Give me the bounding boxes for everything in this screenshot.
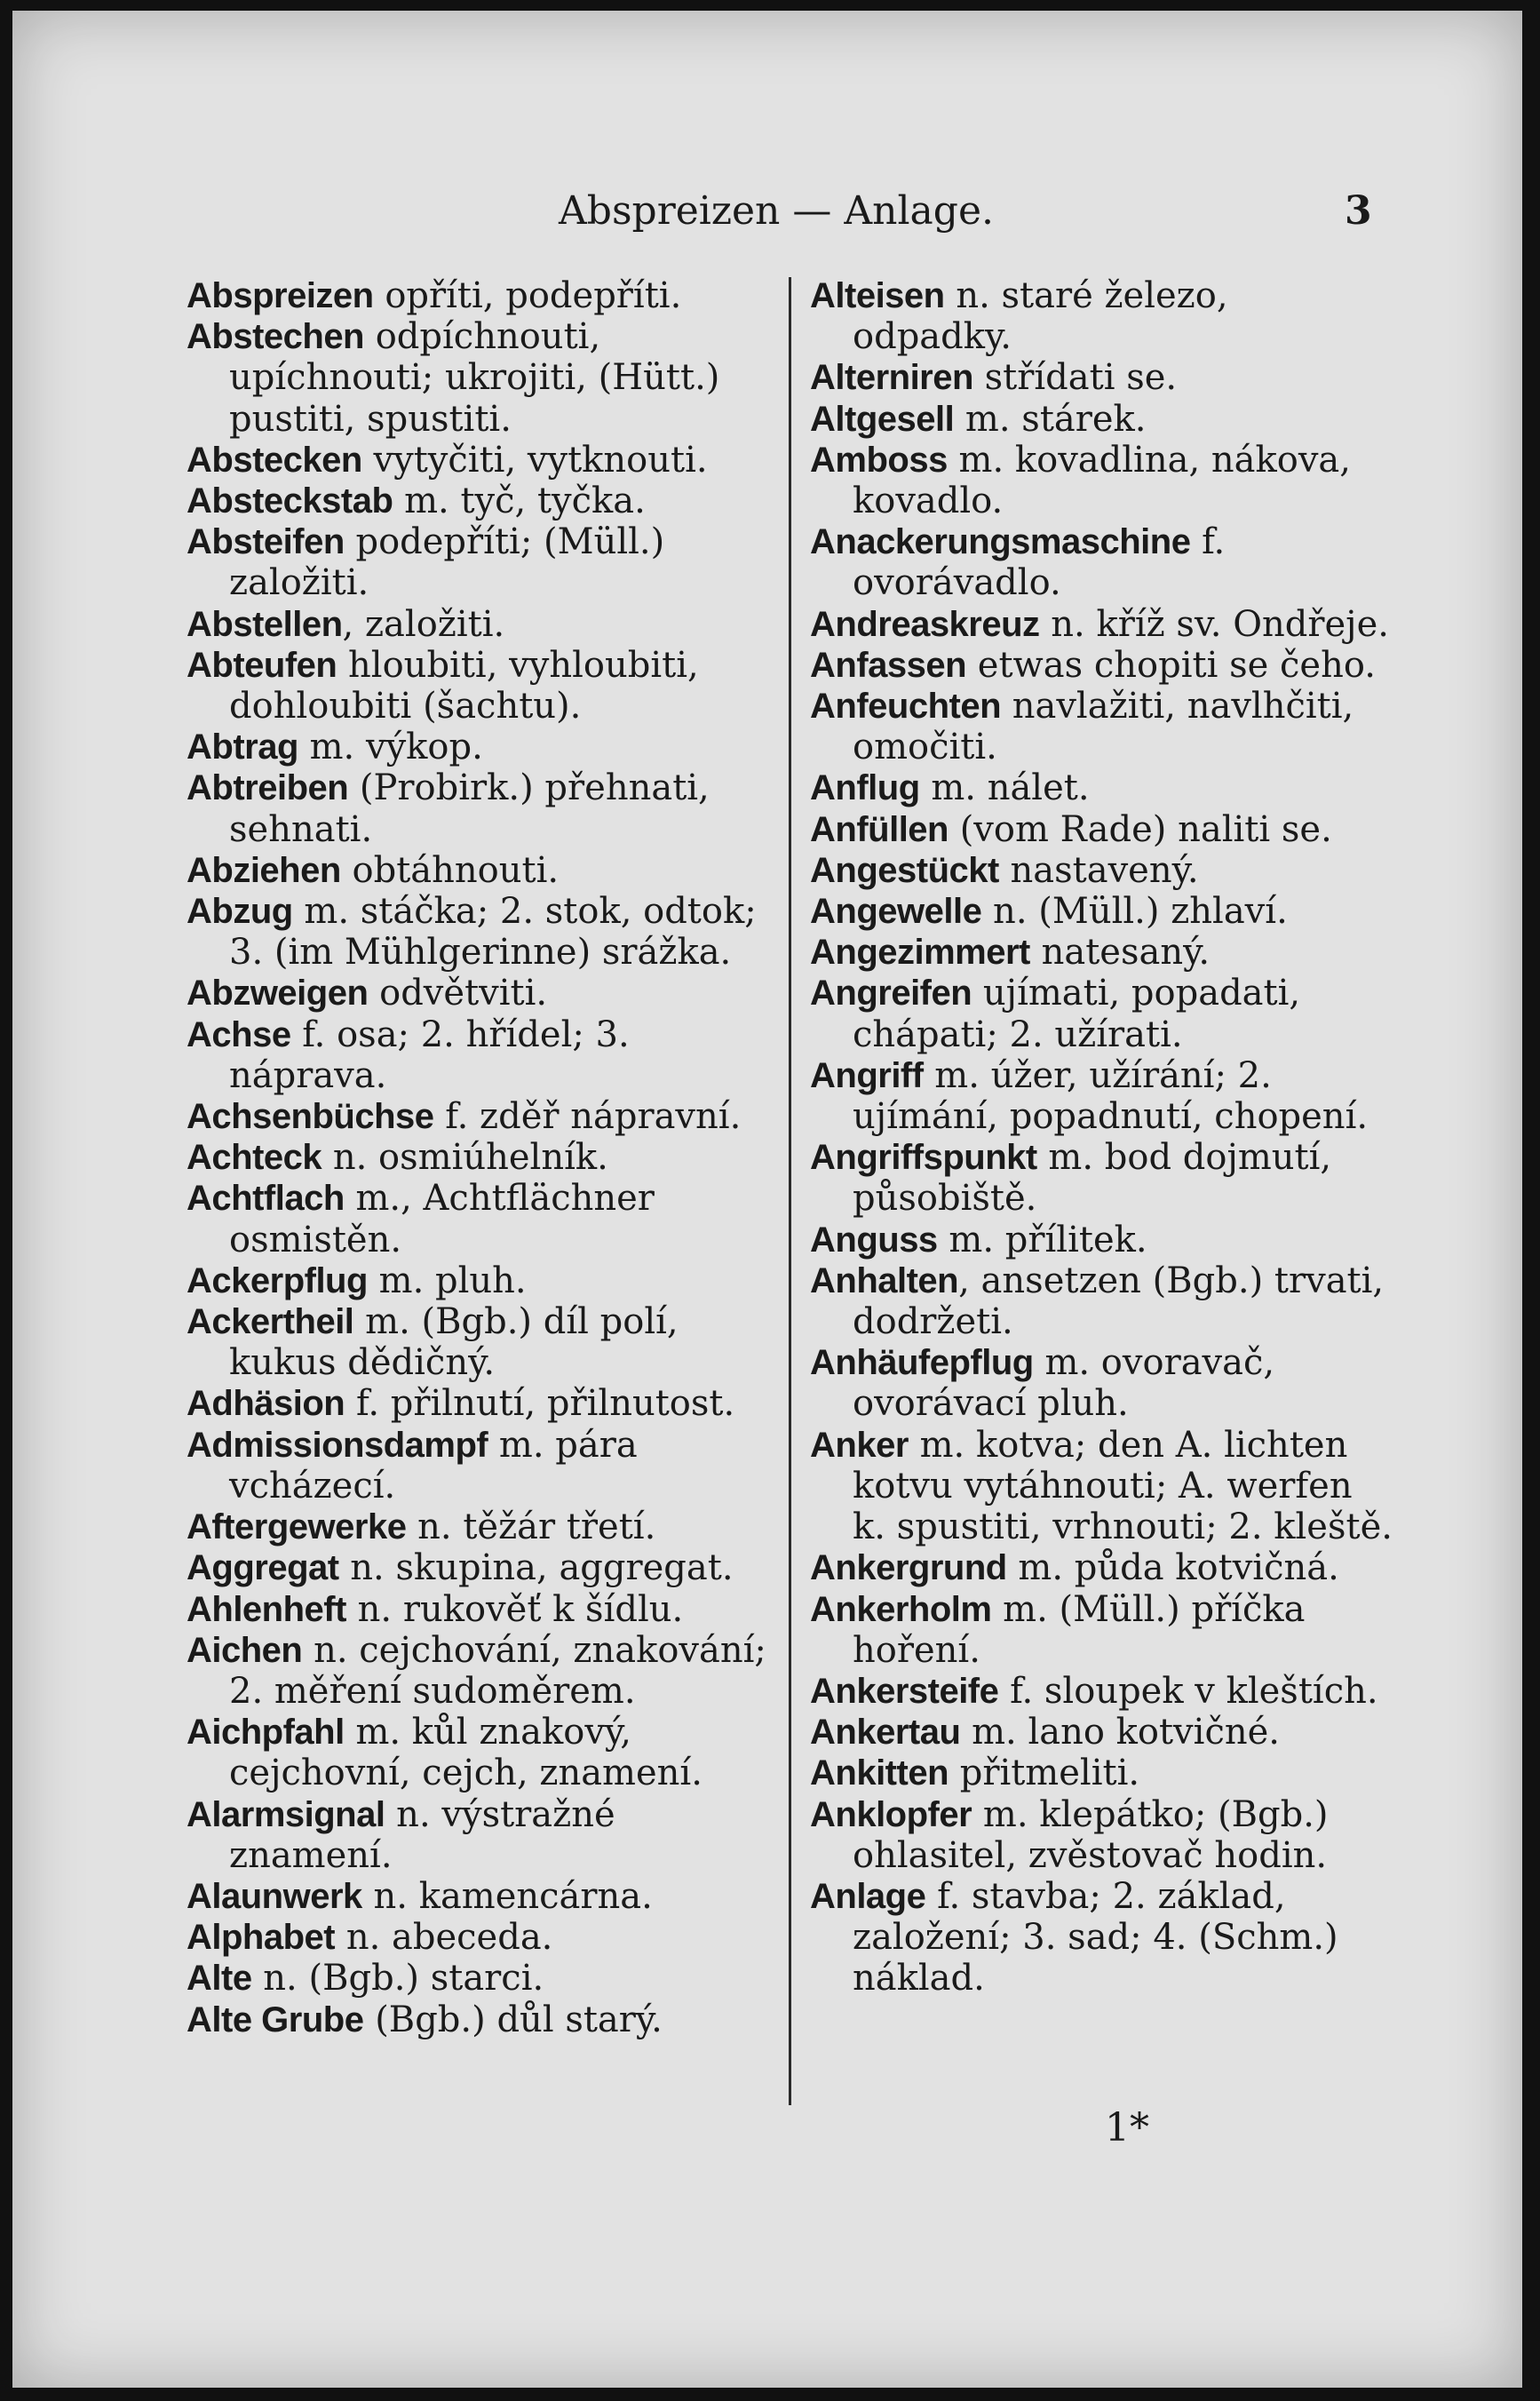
- entry-headword: Achtflach: [187, 1179, 345, 1219]
- entry-definition: etwas chopiti se čeho.: [966, 644, 1376, 686]
- entry-headword: Abzug: [187, 892, 293, 932]
- entry-headword: Ankitten: [810, 1753, 949, 1793]
- entry-definition: m. úžer, užírání; 2. ujímání, popadnutí, chopení.: [853, 1054, 1369, 1138]
- dictionary-entry: [187, 440, 773, 481]
- entry-headword: Abspreizen: [187, 276, 374, 315]
- entry-headword: Ahlenheft: [187, 1589, 346, 1629]
- entry-headword: Abzweigen: [187, 974, 369, 1014]
- dictionary-entry: [187, 275, 773, 316]
- entry-headword: Adhäsion: [187, 1384, 345, 1424]
- dictionary-entry: [187, 1425, 773, 1507]
- dictionary-page: [12, 11, 1522, 2388]
- dictionary-entry: [187, 604, 773, 645]
- entry-headword: Alterniren: [810, 358, 973, 398]
- entry-definition: odpíchnouti, upíchnouti; ukrojiti, (Hütt.) pustiti, spustiti.: [229, 316, 720, 440]
- entry-definition: n. výstražné znamení.: [229, 1793, 615, 1876]
- dictionary-entry: [810, 1260, 1396, 1342]
- entry-headword: Achteck: [187, 1138, 322, 1178]
- entry-definition: m. klepátko; (Bgb.) ohlasitel, zvěstovač hodin.: [853, 1793, 1329, 1876]
- dictionary-entry: [187, 1507, 773, 1547]
- entry-definition: m. kovadlina, nákova, kovadlo.: [853, 439, 1351, 522]
- entry-definition: (Bgb.) důl starý.: [363, 1999, 663, 2040]
- dictionary-entry: [810, 1425, 1396, 1548]
- dictionary-entry: [810, 645, 1396, 686]
- running-header: [12, 188, 1522, 242]
- entry-definition: m., Achtflächner osmistěn.: [229, 1178, 655, 1260]
- entry-headword: Abtreiben: [187, 768, 349, 808]
- entry-definition: m. přílitek.: [937, 1219, 1147, 1260]
- entry-headword: Altgesell: [810, 399, 955, 439]
- entry-definition: m. lano kotvičné.: [960, 1712, 1280, 1753]
- entry-definition: podepříti; (Müll.) založiti.: [229, 521, 665, 604]
- dictionary-entry: [810, 1055, 1396, 1137]
- right-column: [810, 275, 1396, 2000]
- dictionary-entry: [187, 1260, 773, 1301]
- entry-definition: hloubiti, vyhloubiti, dohloubiti (šachtu).: [229, 644, 699, 727]
- entry-definition: n. skupina, aggregat.: [338, 1547, 734, 1589]
- entry-definition: m. (Bgb.) díl polí, kukus dědičný.: [229, 1301, 679, 1384]
- entry-headword: Anfeuchten: [810, 687, 1001, 727]
- dictionary-entry: [810, 850, 1396, 891]
- dictionary-entry: [187, 850, 773, 891]
- entry-headword: Aichpfahl: [187, 1713, 345, 1753]
- dictionary-entry: [187, 1958, 773, 1999]
- dictionary-entry: [810, 1220, 1396, 1260]
- entry-definition: n. cejchování, znakování; 2. měření sudoměrem.: [229, 1629, 766, 1712]
- dictionary-entry: [187, 1137, 773, 1178]
- column-divider: [789, 277, 791, 2105]
- entry-headword: Aggregat: [187, 1548, 339, 1588]
- entry-headword: Admissionsdampf: [187, 1425, 488, 1465]
- entry-definition: obtáhnouti.: [340, 849, 560, 891]
- entry-definition: n. abeceda.: [335, 1917, 553, 1959]
- entry-headword: Anguss: [810, 1220, 938, 1260]
- entry-headword: Ackertheil: [187, 1302, 354, 1342]
- entry-headword: Abteufen: [187, 645, 337, 685]
- entry-headword: Ankertau: [810, 1713, 961, 1753]
- entry-definition: n. rukověť k šídlu.: [345, 1588, 684, 1630]
- dictionary-entry: [187, 645, 773, 727]
- entry-headword: Anhäufepflug: [810, 1343, 1034, 1383]
- entry-headword: Ankergrund: [810, 1548, 1007, 1588]
- entry-headword: Abtrag: [187, 727, 298, 767]
- entry-headword: Alteisen: [810, 276, 945, 315]
- entry-definition: f. osa; 2. hřídel; 3. náprava.: [229, 1014, 630, 1096]
- entry-headword: Achsenbüchse: [187, 1097, 434, 1137]
- entry-headword: Angestückt: [810, 850, 999, 890]
- dictionary-entry: [810, 767, 1396, 808]
- entry-definition: m. pluh.: [367, 1260, 527, 1301]
- entry-definition: m. kůl znakový, cejchovní, cejch, znamení.: [229, 1712, 703, 1794]
- entry-definition: m. pára vcházecí.: [229, 1424, 638, 1507]
- entry-definition: m. půda kotvičná.: [1006, 1547, 1339, 1589]
- entry-definition: ujímati, popadati, chápati; 2. užírati.: [853, 973, 1301, 1055]
- entry-definition: opříti, podepříti.: [373, 275, 682, 316]
- entry-definition: natesaný.: [1029, 932, 1211, 974]
- dictionary-entry: [187, 2000, 773, 2040]
- entry-headword: Alte Grube: [187, 2000, 364, 2039]
- dictionary-entry: [187, 1547, 773, 1588]
- dictionary-entry: [810, 1794, 1396, 1876]
- header-title: Abspreizen — Anlage.: [559, 188, 994, 234]
- dictionary-entry: [810, 686, 1396, 767]
- dictionary-entry: [810, 357, 1396, 398]
- entry-definition: m. stárek.: [954, 398, 1147, 440]
- entry-headword: Anfassen: [810, 645, 967, 685]
- dictionary-entry: [810, 891, 1396, 932]
- entry-definition: n. kříž sv. Ondřeje.: [1039, 603, 1389, 645]
- entry-headword: Angriff: [810, 1055, 924, 1095]
- dictionary-entry: [187, 891, 773, 973]
- entry-headword: Absteifen: [187, 522, 345, 562]
- entry-headword: Aichen: [187, 1630, 303, 1670]
- dictionary-entry: [187, 521, 773, 603]
- entry-headword: Ankersteife: [810, 1671, 999, 1711]
- entry-definition: m. bod dojmutí, působiště.: [853, 1137, 1332, 1220]
- dictionary-entry: [810, 1876, 1396, 2000]
- dictionary-entry: [810, 275, 1396, 357]
- entry-headword: Amboss: [810, 440, 948, 480]
- entry-headword: Anlage: [810, 1876, 926, 1916]
- dictionary-entry: [187, 1917, 773, 1958]
- entry-headword: Angewelle: [810, 892, 982, 932]
- entry-definition: f. stavba; 2. základ, založení; 3. sad; 4. (Schm.) náklad.: [853, 1875, 1338, 2000]
- entry-definition: střídati se.: [972, 357, 1178, 399]
- dictionary-entry: [810, 1137, 1396, 1219]
- entry-definition: n. kamencárna.: [361, 1875, 653, 1917]
- entry-definition: f. ovorávadlo.: [853, 521, 1226, 604]
- dictionary-entry: [810, 1547, 1396, 1588]
- entry-headword: Alaunwerk: [187, 1876, 362, 1916]
- entry-definition: nastavený.: [998, 849, 1199, 891]
- entry-headword: Achse: [187, 1014, 291, 1054]
- entry-definition: odvětviti.: [368, 973, 548, 1014]
- entry-headword: Ackerpflug: [187, 1260, 368, 1300]
- entry-definition: f. zděř nápravní.: [433, 1096, 742, 1138]
- entry-definition: m. (Müll.) příčka hoření.: [853, 1588, 1306, 1671]
- entry-headword: Aftergewerke: [187, 1507, 407, 1547]
- dictionary-entry: [810, 399, 1396, 440]
- dictionary-entry: [187, 1014, 773, 1096]
- entry-definition: navlažiti, navlhčiti, omočiti.: [853, 686, 1354, 768]
- dictionary-entry: [187, 1712, 773, 1793]
- entry-headword: Angezimmert: [810, 933, 1030, 973]
- dictionary-entry: [810, 809, 1396, 850]
- entry-headword: Angriffspunkt: [810, 1138, 1037, 1178]
- entry-definition: vytyčiti, vytknouti.: [361, 439, 708, 481]
- entry-headword: Anklopfer: [810, 1794, 972, 1834]
- dictionary-entry: [810, 1753, 1396, 1793]
- entry-headword: Absteckstab: [187, 481, 393, 521]
- entry-headword: Abziehen: [187, 850, 341, 890]
- entry-definition: , založiti.: [342, 603, 505, 645]
- entry-definition: m. výkop.: [298, 727, 483, 768]
- entry-definition: n. osmiúhelník.: [321, 1137, 608, 1179]
- dictionary-entry: [187, 1876, 773, 1917]
- entry-definition: m. ovoravač, ovorávací pluh.: [853, 1342, 1275, 1425]
- entry-headword: Ankerholm: [810, 1589, 992, 1629]
- entry-definition: přitmeliti.: [949, 1753, 1140, 1794]
- entry-headword: Anflug: [810, 768, 920, 808]
- dictionary-entry: [810, 440, 1396, 521]
- entry-headword: Anfüllen: [810, 809, 949, 849]
- dictionary-entry: [187, 1794, 773, 1876]
- entry-headword: Anackerungsmaschine: [810, 522, 1191, 562]
- entry-headword: Anker: [810, 1425, 909, 1465]
- dictionary-entry: [810, 604, 1396, 645]
- entry-definition: f. sloupek v kleštích.: [998, 1670, 1378, 1712]
- entry-headword: Alphabet: [187, 1918, 336, 1958]
- dictionary-entry: [187, 1630, 773, 1712]
- entry-headword: Alte: [187, 1959, 252, 1999]
- entry-definition: m. kotva; den A. lichten kotvu vytáhnouti; A. werfen k. spustiti, vrhnouti; 2. kleště.: [853, 1424, 1393, 1548]
- dictionary-entry: [187, 767, 773, 849]
- entry-headword: Alarmsignal: [187, 1794, 385, 1834]
- entry-headword: Abstecken: [187, 440, 362, 480]
- entry-definition: (vom Rade) naliti se.: [948, 808, 1332, 850]
- dictionary-entry: [810, 932, 1396, 973]
- entry-definition: n. (Müll.) zhlaví.: [981, 891, 1288, 933]
- entry-definition: f. přilnutí, přilnutost.: [345, 1383, 735, 1425]
- entry-headword: Andreaskreuz: [810, 604, 1040, 644]
- page-number: 3: [1345, 188, 1372, 234]
- entry-definition: (Probirk.) přehnati, sehnati.: [229, 767, 710, 850]
- dictionary-entry: [187, 1383, 773, 1424]
- dictionary-entry: [810, 521, 1396, 603]
- dictionary-entry: [810, 973, 1396, 1054]
- dictionary-entry: [810, 1342, 1396, 1424]
- dictionary-entry: [810, 1712, 1396, 1753]
- printer-signature: 1*: [1105, 2105, 1149, 2151]
- dictionary-entry: [187, 481, 773, 521]
- dictionary-entry: [187, 1589, 773, 1630]
- dictionary-entry: [187, 1096, 773, 1137]
- dictionary-entry: [810, 1589, 1396, 1671]
- entry-definition: m. tyč, tyčka.: [393, 481, 646, 522]
- dictionary-entry: [187, 1301, 773, 1383]
- dictionary-entry: [187, 316, 773, 440]
- entry-definition: m. nálet.: [919, 767, 1090, 809]
- dictionary-entry: [187, 1178, 773, 1260]
- entry-headword: Angreifen: [810, 974, 972, 1014]
- left-column: [187, 275, 773, 2040]
- dictionary-entry: [810, 1671, 1396, 1712]
- entry-definition: n. těžár třetí.: [406, 1507, 656, 1548]
- entry-definition: n. staré železo, odpadky.: [853, 275, 1228, 358]
- dictionary-entry: [187, 973, 773, 1014]
- entry-headword: Abstechen: [187, 317, 364, 357]
- dictionary-entry: [187, 727, 773, 767]
- entry-definition: n. (Bgb.) starci.: [251, 1958, 544, 2000]
- entry-definition: , ansetzen (Bgb.) trvati, dodržeti.: [853, 1260, 1385, 1343]
- entry-headword: Abstellen: [187, 604, 343, 644]
- entry-headword: Anhalten: [810, 1260, 959, 1300]
- entry-definition: m. stáčka; 2. stok, odtok; 3. (im Mühlgerinne) srážka.: [229, 891, 757, 974]
